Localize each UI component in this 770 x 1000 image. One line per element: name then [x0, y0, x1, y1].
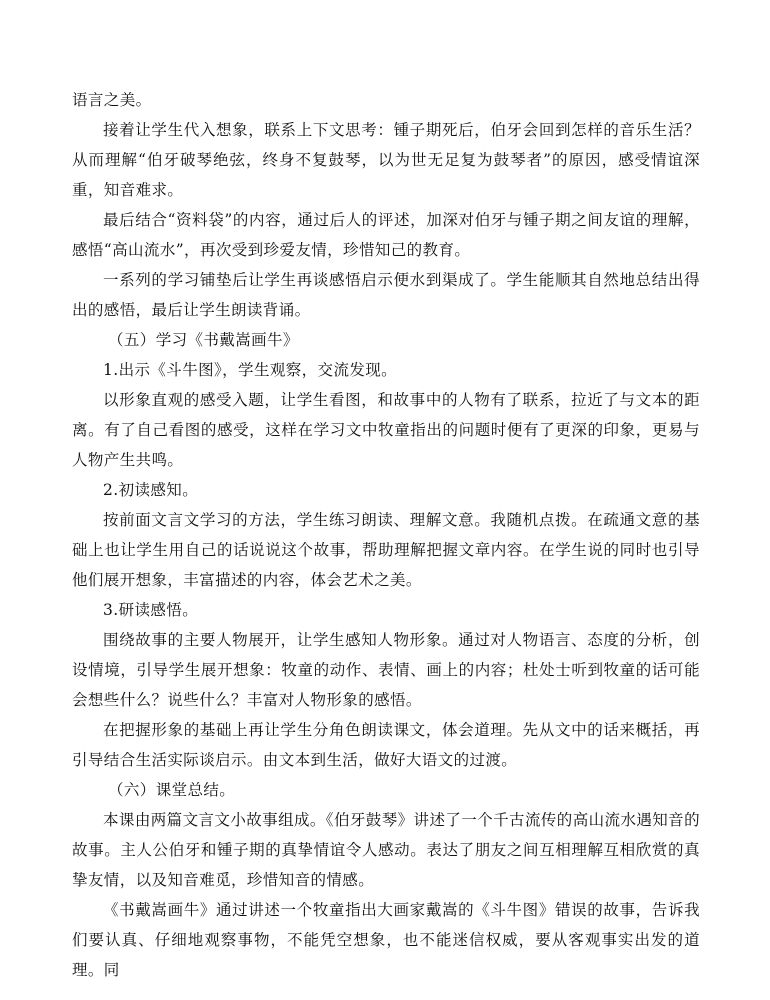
section-heading: （六）课堂总结。 [108, 781, 236, 799]
subsection-heading: 1.出示《斗牛图》，学生观察，交流发现。 [103, 361, 398, 379]
paragraph: 以形象直观的感受入题，让学生看图，和故事中的人物有了联系，拉近了与文本的距离。有了自己看图的感受，这样在学习文中牧童指出的问题时便有了更深的印象，更易与人物产生共鸣。 [72, 391, 700, 469]
paragraph: 按前面文言文学习的方法，学生练习朗读、理解文意。我随机点拨。在疏通文意的基础上也让学生用自己的话说说这个故事，帮助理解把握文章内容。在学生说的同时也引导他们展开想象，丰富描述的内容，体会艺术之美。 [72, 511, 700, 589]
subsection-heading: 2.初读感知。 [103, 481, 199, 499]
paragraph: 本课由两篇文言文小故事组成。《伯牙鼓琴》讲述了一个千古流传的高山流水遇知音的故事。主人公伯牙和锺子期的真挚情谊令人感动。表达了朋友之间互相理解互相欣赏的真挚友情，以及知音难觅，珍惜知音的情感。 [72, 811, 700, 889]
paragraph: 在把握形象的基础上再让学生分角色朗读课文，体会道理。先从文中的话来概括，再引导结合生活实际谈启示。由文本到生活，做好大语文的过渡。 [72, 721, 700, 769]
paragraph: 接着让学生代入想象，联系上下文思考：锺子期死后，伯牙会回到怎样的音乐生活？从而理解“伯牙破琴绝弦，终身不复鼓琴，以为世无足复为鼓琴者”的原因，感受情谊深重，知音难求。 [72, 121, 700, 199]
paragraph: 《书戴嵩画牛》通过讲述一个牧童指出大画家戴嵩的《斗牛图》错误的故事，告诉我们要认真、仔细地观察事物，不能凭空想象，也不能迷信权威，要从客观事实出发的道理。同 [72, 901, 700, 979]
subsection-heading: 3.研读感悟。 [103, 601, 199, 619]
paragraph: 一系列的学习铺垫后让学生再谈感悟启示便水到渠成了。学生能顺其自然地总结出得出的感悟，最后让学生朗读背诵。 [72, 271, 700, 319]
paragraph: 最后结合“资料袋”的内容，通过后人的评述，加深对伯牙与锺子期之间友谊的理解，感悟“高山流水”，再次受到珍爱友情，珍惜知己的教育。 [72, 211, 700, 259]
document-body [72, 85, 700, 985]
paragraph: 围绕故事的主要人物展开，让学生感知人物形象。通过对人物语言、态度的分析，创设情境，引导学生展开想象：牧童的动作、表情、画上的内容；杜处士听到牧童的话可能会想些什么？说些什么？丰富对人物形象的感悟。 [72, 631, 700, 709]
section-heading: （五）学习《书戴嵩画牛》 [108, 331, 299, 349]
paragraph: 语言之美。 [72, 91, 152, 109]
